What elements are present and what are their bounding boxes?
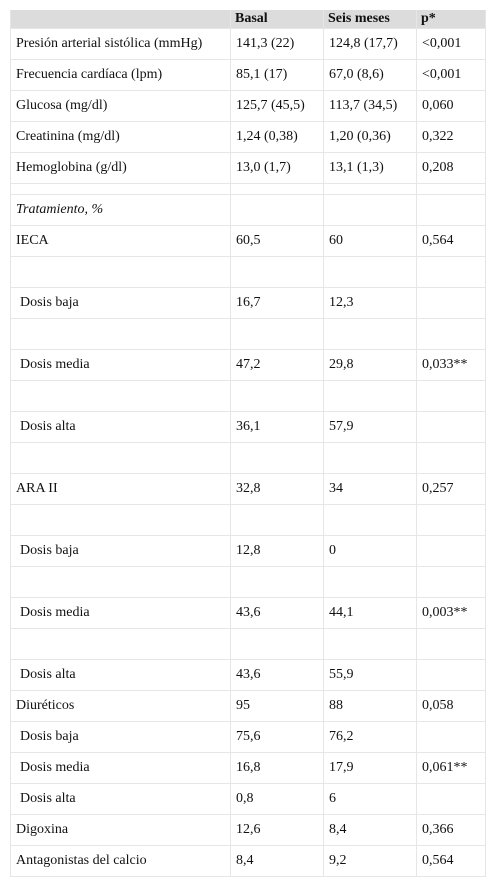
cell-p-value: 0,564 (417, 846, 486, 877)
cell-p-value (417, 184, 486, 195)
cell-six-months: 9,2 (324, 846, 417, 877)
table-row (11, 412, 486, 443)
cell-label: Dosis media (11, 598, 231, 629)
table-row (11, 815, 486, 846)
cell-six-months: 76,2 (324, 722, 417, 753)
cell-basal (231, 505, 324, 536)
table-header (11, 10, 486, 29)
cell-six-months: 34 (324, 474, 417, 505)
table-row (11, 567, 486, 598)
table-row (11, 443, 486, 474)
table-row (11, 184, 486, 195)
cell-basal: 12,8 (231, 536, 324, 567)
cell-six-months: 29,8 (324, 350, 417, 381)
cell-basal (231, 567, 324, 598)
cell-basal: 13,0 (1,7) (231, 153, 324, 184)
cell-six-months (324, 505, 417, 536)
cell-basal: 16,8 (231, 753, 324, 784)
cell-six-months (324, 257, 417, 288)
cell-six-months: 60 (324, 226, 417, 257)
table-row (11, 195, 486, 226)
cell-six-months (324, 319, 417, 350)
header-cell-p-value: p* (417, 10, 486, 29)
header-cell-label (11, 10, 231, 29)
cell-p-value (417, 288, 486, 319)
table-row (11, 629, 486, 660)
cell-p-value: 0,208 (417, 153, 486, 184)
cell-p-value: 0,564 (417, 226, 486, 257)
table-row (11, 753, 486, 784)
cell-basal (231, 257, 324, 288)
table-row (11, 122, 486, 153)
cell-p-value: <0,001 (417, 60, 486, 91)
cell-basal: 43,6 (231, 598, 324, 629)
table-row (11, 536, 486, 567)
header-cell-basal: Basal (231, 10, 324, 29)
cell-basal: 85,1 (17) (231, 60, 324, 91)
cell-basal: 95 (231, 691, 324, 722)
table-row (11, 153, 486, 184)
cell-label: Tratamiento, % (11, 195, 231, 226)
cell-basal: 0,8 (231, 784, 324, 815)
cell-label: Frecuencia cardíaca (lpm) (11, 60, 231, 91)
cell-six-months (324, 195, 417, 226)
cell-label: Digoxina (11, 815, 231, 846)
cell-six-months: 88 (324, 691, 417, 722)
cell-p-value (417, 412, 486, 443)
cell-label: Presión arterial sistólica (mmHg) (11, 29, 231, 60)
cell-label: Creatinina (mg/dl) (11, 122, 231, 153)
cell-basal: 36,1 (231, 412, 324, 443)
cell-p-value (417, 443, 486, 474)
cell-p-value (417, 567, 486, 598)
cell-label: Dosis alta (11, 784, 231, 815)
cell-six-months: 124,8 (17,7) (324, 29, 417, 60)
table-row (11, 226, 486, 257)
table-row (11, 29, 486, 60)
header-cell-six-months: Seis meses (324, 10, 417, 29)
cell-label: Dosis alta (11, 412, 231, 443)
cell-p-value (417, 195, 486, 226)
cell-basal (231, 184, 324, 195)
cell-basal: 141,3 (22) (231, 29, 324, 60)
table-row (11, 505, 486, 536)
cell-label: Dosis media (11, 350, 231, 381)
cell-p-value: 0,322 (417, 122, 486, 153)
cell-p-value (417, 381, 486, 412)
cell-six-months: 17,9 (324, 753, 417, 784)
cell-p-value: 0,033** (417, 350, 486, 381)
cell-basal: 60,5 (231, 226, 324, 257)
cell-six-months: 55,9 (324, 660, 417, 691)
cell-basal: 8,4 (231, 846, 324, 877)
cell-p-value: 0,366 (417, 815, 486, 846)
table-row (11, 381, 486, 412)
cell-label (11, 184, 231, 195)
table-body (11, 29, 486, 877)
cell-p-value: 0,060 (417, 91, 486, 122)
table-row (11, 474, 486, 505)
cell-basal (231, 381, 324, 412)
cell-label: Dosis media (11, 753, 231, 784)
cell-p-value: <0,001 (417, 29, 486, 60)
cell-six-months: 1,20 (0,36) (324, 122, 417, 153)
cell-basal: 12,6 (231, 815, 324, 846)
cell-six-months: 8,4 (324, 815, 417, 846)
cell-basal: 32,8 (231, 474, 324, 505)
cell-basal (231, 629, 324, 660)
cell-six-months: 113,7 (34,5) (324, 91, 417, 122)
cell-label: IECA (11, 226, 231, 257)
cell-six-months (324, 381, 417, 412)
cell-label (11, 257, 231, 288)
cell-label: Dosis baja (11, 722, 231, 753)
table-row (11, 722, 486, 753)
cell-label: Dosis baja (11, 288, 231, 319)
cell-p-value (417, 629, 486, 660)
cell-basal (231, 195, 324, 226)
cell-p-value: 0,058 (417, 691, 486, 722)
cell-p-value (417, 257, 486, 288)
cell-label: Dosis alta (11, 660, 231, 691)
cell-p-value (417, 660, 486, 691)
table-row (11, 60, 486, 91)
cell-six-months: 13,1 (1,3) (324, 153, 417, 184)
cell-six-months (324, 567, 417, 598)
table-row (11, 350, 486, 381)
cell-six-months: 0 (324, 536, 417, 567)
cell-basal: 75,6 (231, 722, 324, 753)
cell-label (11, 505, 231, 536)
cell-six-months: 44,1 (324, 598, 417, 629)
table-row (11, 691, 486, 722)
cell-label: Glucosa (mg/dl) (11, 91, 231, 122)
cell-label: Antagonistas del calcio (11, 846, 231, 877)
cell-basal: 47,2 (231, 350, 324, 381)
cell-p-value (417, 319, 486, 350)
cell-six-months: 57,9 (324, 412, 417, 443)
cell-label: Dosis baja (11, 536, 231, 567)
data-table (10, 10, 486, 877)
cell-p-value (417, 722, 486, 753)
header-row (11, 10, 486, 29)
cell-six-months (324, 184, 417, 195)
cell-basal (231, 443, 324, 474)
table-row (11, 784, 486, 815)
table-container (10, 10, 485, 877)
cell-label: Diuréticos (11, 691, 231, 722)
cell-p-value: 0,003** (417, 598, 486, 629)
cell-p-value (417, 784, 486, 815)
cell-label (11, 381, 231, 412)
cell-label (11, 567, 231, 598)
cell-basal: 1,24 (0,38) (231, 122, 324, 153)
cell-label (11, 319, 231, 350)
cell-six-months: 6 (324, 784, 417, 815)
cell-label: ARA II (11, 474, 231, 505)
cell-six-months: 67,0 (8,6) (324, 60, 417, 91)
cell-six-months (324, 443, 417, 474)
table-row (11, 319, 486, 350)
cell-label (11, 443, 231, 474)
table-row (11, 91, 486, 122)
cell-basal: 16,7 (231, 288, 324, 319)
table-row (11, 660, 486, 691)
cell-label (11, 629, 231, 660)
cell-p-value (417, 536, 486, 567)
cell-six-months (324, 629, 417, 660)
cell-p-value: 0,257 (417, 474, 486, 505)
cell-p-value: 0,061** (417, 753, 486, 784)
cell-basal: 125,7 (45,5) (231, 91, 324, 122)
cell-p-value (417, 505, 486, 536)
cell-basal (231, 319, 324, 350)
cell-basal: 43,6 (231, 660, 324, 691)
table-row (11, 598, 486, 629)
table-row (11, 288, 486, 319)
cell-six-months: 12,3 (324, 288, 417, 319)
table-row (11, 846, 486, 877)
cell-label: Hemoglobina (g/dl) (11, 153, 231, 184)
table-row (11, 257, 486, 288)
